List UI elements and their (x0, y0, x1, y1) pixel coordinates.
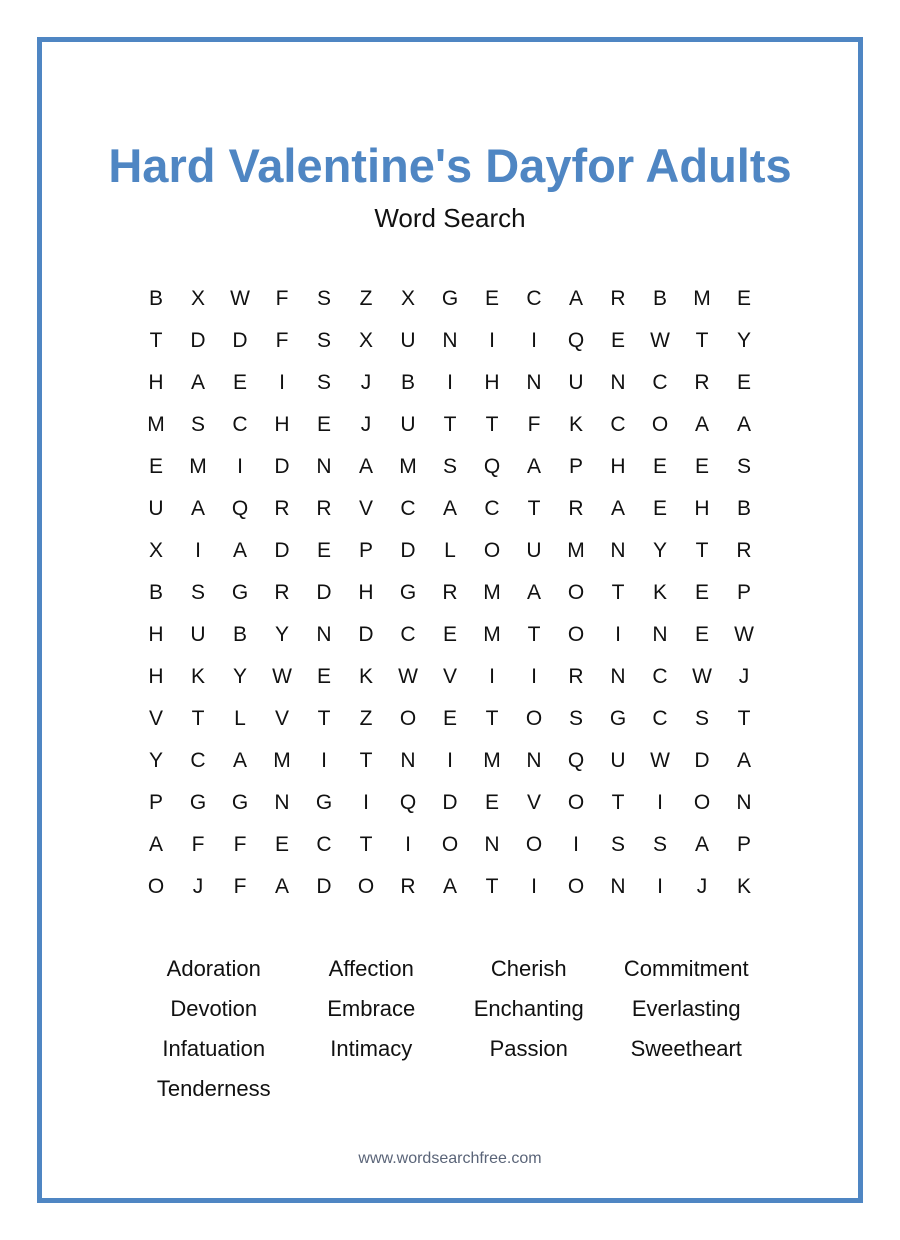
grid-cell: R (568, 665, 584, 688)
grid-cell: S (316, 371, 331, 394)
word-list-item: Intimacy (330, 1036, 413, 1061)
grid-cell: W (272, 665, 292, 688)
grid-cell: I (195, 539, 201, 562)
grid-cell: U (400, 413, 416, 436)
grid-cell: K (652, 581, 667, 604)
grid-cell: M (483, 749, 501, 772)
grid-cell: T (191, 707, 205, 730)
grid-cell: T (485, 413, 499, 436)
grid-cell: O (567, 581, 585, 604)
grid-cell: U (148, 497, 164, 520)
grid-cell: O (525, 833, 543, 856)
grid-cell: G (315, 791, 333, 814)
grid-cell: Q (399, 791, 417, 814)
word-list-item: Tenderness (156, 1076, 271, 1101)
grid-cell: R (274, 497, 290, 520)
grid-cell: O (483, 539, 501, 562)
grid-cell: N (400, 749, 416, 772)
grid-cell: B (736, 497, 751, 520)
grid-cell: G (441, 287, 459, 310)
grid-cell: C (652, 707, 668, 730)
grid-cell: X (190, 287, 205, 310)
grid-cell: T (737, 707, 751, 730)
grid-cell: Q (567, 329, 585, 352)
grid-cell: H (694, 497, 710, 520)
grid-cell: G (231, 791, 249, 814)
grid-cell: Z (359, 707, 373, 730)
grid-cell: A (190, 371, 205, 394)
grid-cell: G (231, 581, 249, 604)
grid-cell: O (147, 875, 165, 898)
word-list-item: Infatuation (162, 1036, 266, 1061)
grid-cell: D (316, 875, 332, 898)
grid-cell: C (400, 497, 416, 520)
grid-cell: A (232, 749, 247, 772)
grid-cell: T (527, 623, 541, 646)
grid-cell: O (567, 623, 585, 646)
grid-cell: O (525, 707, 543, 730)
grid-cell: O (651, 413, 669, 436)
grid-cell: E (274, 833, 289, 856)
grid-cell: S (568, 707, 583, 730)
grid-cell: C (190, 749, 206, 772)
grid-cell: E (610, 329, 625, 352)
grid-cell: Y (274, 623, 289, 646)
grid-cell: E (652, 455, 667, 478)
grid-cell: V (148, 707, 163, 730)
grid-cell: I (531, 665, 537, 688)
grid-cell: A (274, 875, 289, 898)
grid-cell: T (359, 833, 373, 856)
grid-cell: O (441, 833, 459, 856)
grid-cell: D (358, 623, 374, 646)
grid-cell: D (316, 581, 332, 604)
grid-cell: J (360, 371, 372, 394)
grid-cell: I (321, 749, 327, 772)
grid-cell: N (316, 623, 332, 646)
grid-cell: A (190, 497, 205, 520)
grid-cell: W (230, 287, 250, 310)
grid-cell: S (442, 455, 457, 478)
grid-cell: C (652, 371, 668, 394)
grid-cell: I (531, 329, 537, 352)
grid-cell: R (400, 875, 416, 898)
grid-cell: C (232, 413, 248, 436)
footer-url: www.wordsearchfree.com (358, 1150, 542, 1167)
grid-cell: M (693, 287, 711, 310)
grid-cell: T (695, 329, 709, 352)
grid-cell: V (274, 707, 289, 730)
grid-cell: T (611, 791, 625, 814)
grid-cell: I (657, 875, 663, 898)
grid-cell: E (442, 707, 457, 730)
grid-cell: W (398, 665, 418, 688)
grid-cell: G (399, 581, 417, 604)
grid-cell: S (736, 455, 751, 478)
grid-cell: G (609, 707, 627, 730)
grid-cell: O (567, 875, 585, 898)
grid-cell: T (611, 581, 625, 604)
grid-cell: T (359, 749, 373, 772)
grid-cell: E (316, 539, 331, 562)
grid-cell: I (573, 833, 579, 856)
grid-cell: Y (232, 665, 247, 688)
grid-cell: E (694, 455, 709, 478)
grid-cell: D (694, 749, 710, 772)
grid-cell: Q (231, 497, 249, 520)
grid-cell: P (148, 791, 163, 814)
grid-cell: F (275, 329, 289, 352)
grid-cell: Y (148, 749, 163, 772)
grid-cell: M (147, 413, 165, 436)
grid-cell: O (399, 707, 417, 730)
grid-cell: E (736, 371, 751, 394)
grid-cell: V (358, 497, 373, 520)
grid-cell: E (484, 791, 499, 814)
grid-cell: W (650, 749, 670, 772)
grid-cell: U (190, 623, 206, 646)
grid-cell: J (360, 413, 372, 436)
grid-cell: O (357, 875, 375, 898)
grid-cell: A (694, 833, 709, 856)
grid-cell: T (485, 707, 499, 730)
grid-cell: C (400, 623, 416, 646)
grid-cell: I (405, 833, 411, 856)
grid-cell: A (232, 539, 247, 562)
grid-cell: A (526, 581, 541, 604)
grid-cell: X (400, 287, 415, 310)
grid-cell: H (358, 581, 374, 604)
grid-cell: E (148, 455, 163, 478)
grid-cell: Q (567, 749, 585, 772)
grid-cell: N (526, 371, 542, 394)
grid-cell: A (526, 455, 541, 478)
grid-cell: F (233, 833, 247, 856)
grid-cell: N (484, 833, 500, 856)
grid-cell: H (610, 455, 626, 478)
grid-cell: M (483, 623, 501, 646)
grid-cell: U (400, 329, 416, 352)
grid-cell: X (358, 329, 373, 352)
grid-cell: A (442, 875, 457, 898)
grid-cell: S (190, 413, 205, 436)
grid-cell: N (736, 791, 752, 814)
grid-cell: S (610, 833, 625, 856)
grid-cell: J (192, 875, 204, 898)
grid-cell: N (526, 749, 542, 772)
grid-cell: A (736, 749, 751, 772)
grid-cell: O (567, 791, 585, 814)
word-list-item: Passion (489, 1036, 568, 1061)
grid-cell: H (148, 665, 164, 688)
grid-cell: P (358, 539, 373, 562)
grid-cell: F (233, 875, 247, 898)
grid-cell: R (694, 371, 710, 394)
grid-cell: R (442, 581, 458, 604)
grid-cell: A (610, 497, 625, 520)
grid-cell: B (400, 371, 415, 394)
grid-cell: G (189, 791, 207, 814)
word-list (135, 950, 765, 1110)
grid-cell: I (237, 455, 243, 478)
grid-cell: W (650, 329, 670, 352)
grid-cell: I (279, 371, 285, 394)
grid-cell: H (274, 413, 290, 436)
grid-cell: E (484, 287, 499, 310)
grid-cell: S (190, 581, 205, 604)
grid-cell: H (148, 623, 164, 646)
grid-cell: Q (483, 455, 501, 478)
grid-cell: Y (736, 329, 751, 352)
grid-cell: Z (359, 287, 373, 310)
grid-cell: N (610, 371, 626, 394)
grid-cell: N (316, 455, 332, 478)
grid-cell: M (567, 539, 585, 562)
page-title: Hard Valentine's Dayfor Adults (108, 139, 792, 192)
grid-cell: R (568, 497, 584, 520)
grid-cell: D (232, 329, 248, 352)
word-list-item: Affection (328, 956, 414, 981)
grid-cell: I (489, 665, 495, 688)
grid-cell: T (443, 413, 457, 436)
grid-cell: U (610, 749, 626, 772)
grid-cell: K (358, 665, 373, 688)
grid-cell: C (484, 497, 500, 520)
grid-cell: K (568, 413, 583, 436)
grid-cell: L (234, 707, 246, 730)
grid-cell: T (527, 497, 541, 520)
grid-cell: E (736, 287, 751, 310)
grid-cell: V (526, 791, 541, 814)
grid-cell: H (148, 371, 164, 394)
grid-cell: R (736, 539, 752, 562)
grid-cell: N (610, 875, 626, 898)
grid-cell: D (400, 539, 416, 562)
grid-cell: I (531, 875, 537, 898)
grid-cell: D (190, 329, 206, 352)
page-subtitle: Word Search (374, 203, 526, 233)
grid-cell: M (399, 455, 417, 478)
grid-cell: J (696, 875, 708, 898)
grid-cell: F (191, 833, 205, 856)
grid-cell: D (274, 455, 290, 478)
grid-cell: N (610, 665, 626, 688)
grid-cell: M (483, 581, 501, 604)
grid-cell: N (442, 329, 458, 352)
grid-cell: A (442, 497, 457, 520)
word-list-item: Enchanting (473, 996, 584, 1021)
grid-cell: I (447, 371, 453, 394)
grid-cell: D (274, 539, 290, 562)
grid-cell: C (610, 413, 626, 436)
grid-cell: C (526, 287, 542, 310)
grid-cell: N (610, 539, 626, 562)
grid-cell: N (652, 623, 668, 646)
grid-cell: W (734, 623, 754, 646)
grid-cell: E (316, 665, 331, 688)
grid-cell: U (526, 539, 542, 562)
grid-cell: W (692, 665, 712, 688)
letter-grid (135, 278, 765, 908)
grid-cell: M (273, 749, 291, 772)
word-list-item: Embrace (327, 996, 416, 1021)
grid-cell: S (316, 329, 331, 352)
grid-cell: L (444, 539, 456, 562)
grid-cell: F (527, 413, 541, 436)
grid-cell: E (694, 623, 709, 646)
grid-cell: E (652, 497, 667, 520)
word-list-item: Commitment (623, 956, 749, 981)
grid-cell: T (317, 707, 331, 730)
word-list-item: Adoration (166, 956, 261, 981)
grid-cell: P (568, 455, 583, 478)
grid-cell: R (316, 497, 332, 520)
grid-cell: E (232, 371, 247, 394)
grid-cell: R (274, 581, 290, 604)
grid-cell: B (148, 287, 163, 310)
grid-cell: A (736, 413, 751, 436)
grid-cell: V (442, 665, 457, 688)
grid-cell: K (190, 665, 205, 688)
grid-cell: E (442, 623, 457, 646)
grid-cell: A (148, 833, 163, 856)
grid-cell: K (736, 875, 751, 898)
grid-cell: M (189, 455, 207, 478)
word-list-item: Devotion (170, 996, 258, 1021)
grid-cell: F (275, 287, 289, 310)
grid-cell: E (316, 413, 331, 436)
grid-cell: I (657, 791, 663, 814)
grid-cell: X (148, 539, 163, 562)
grid-cell: T (485, 875, 499, 898)
grid-cell: B (232, 623, 247, 646)
grid-cell: S (316, 287, 331, 310)
grid-cell: C (652, 665, 668, 688)
grid-cell: I (447, 749, 453, 772)
grid-cell: P (736, 581, 751, 604)
grid-cell: S (652, 833, 667, 856)
grid-cell: C (316, 833, 332, 856)
grid-cell: H (484, 371, 500, 394)
grid-cell: N (274, 791, 290, 814)
grid-cell: E (694, 581, 709, 604)
grid-cell: B (652, 287, 667, 310)
grid-cell: D (442, 791, 458, 814)
grid-cell: S (694, 707, 709, 730)
grid-cell: A (358, 455, 373, 478)
grid-cell: I (489, 329, 495, 352)
word-list-item: Everlasting (631, 996, 741, 1021)
grid-cell: A (568, 287, 583, 310)
grid-cell: J (738, 665, 750, 688)
grid-cell: I (363, 791, 369, 814)
word-list-item: Cherish (490, 956, 567, 981)
grid-cell: R (610, 287, 626, 310)
grid-cell: T (695, 539, 709, 562)
word-list-item: Sweetheart (630, 1036, 742, 1061)
grid-cell: U (568, 371, 584, 394)
grid-cell: A (694, 413, 709, 436)
grid-cell: Y (652, 539, 667, 562)
grid-cell: T (149, 329, 163, 352)
grid-cell: I (615, 623, 621, 646)
grid-cell: O (693, 791, 711, 814)
grid-cell: B (148, 581, 163, 604)
grid-cell: P (736, 833, 751, 856)
